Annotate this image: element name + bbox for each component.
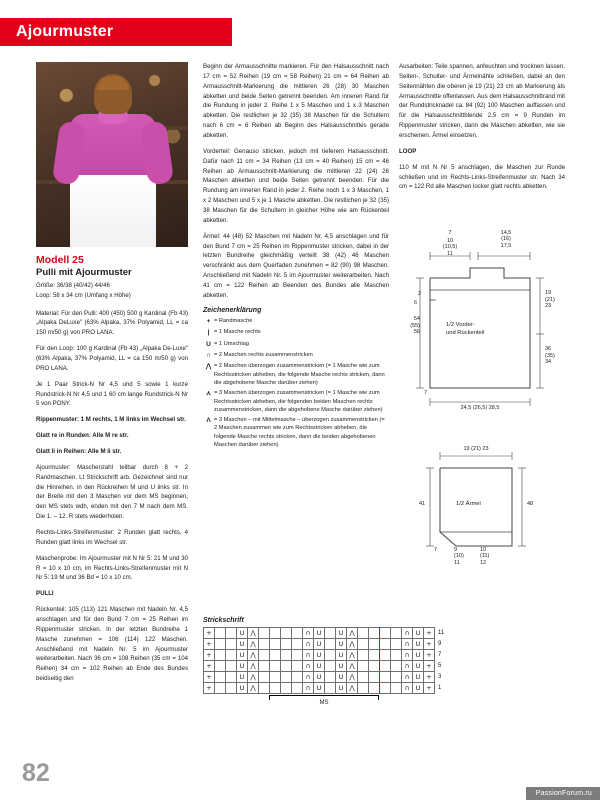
chart-cell	[369, 650, 380, 661]
chart-cell: +	[424, 639, 435, 650]
chart-cell: U	[336, 639, 347, 650]
legend-text: = 1 Masche rechts	[214, 329, 261, 336]
legend-symbol: ∩	[206, 352, 211, 360]
chart-cell	[325, 639, 336, 650]
chart-cell: U	[237, 683, 248, 694]
schematic-body-label-1: 1/2 Vorder-	[446, 322, 475, 328]
dim-total-a: 54	[413, 316, 420, 322]
chart-cell: ∩	[303, 628, 314, 639]
chart-cell	[281, 661, 292, 672]
chart-cell	[215, 639, 226, 650]
pattern-glatt-links-reihen: Glatt li in Reihen: Alle M li str.	[36, 447, 122, 455]
chart-grid	[203, 627, 448, 694]
chart-cell: ∩	[402, 628, 413, 639]
chart-cell: U	[413, 639, 424, 650]
chart-cell	[391, 639, 402, 650]
chart-cell	[369, 628, 380, 639]
chart-cell	[226, 628, 237, 639]
chart-cell: U	[314, 639, 325, 650]
pattern-ajourmuster: Ajourmuster: Maschenzahl teilbar durch 8 + 2 Randmaschen. Lt Strickschrift arb. Gezeichnet sind nur die Hinreihen, in den Rückreihen M und U links str. In der Breite mit den 3 Maschen vor dem MS beginnen, den MS stets wdh, enden mit den 7 M nach dem MS. Die 1. – 12. R stets wiederholen.	[36, 463, 188, 521]
chart-cell	[380, 628, 391, 639]
chart-cell	[259, 672, 270, 683]
legend-title: Zeichenerklärung	[203, 306, 262, 314]
chart-cell	[226, 639, 237, 650]
chart-cell	[215, 650, 226, 661]
chart-cell: U	[413, 628, 424, 639]
chart-cell: +	[204, 661, 215, 672]
chart-cell	[281, 672, 292, 683]
chart-cell: U	[314, 650, 325, 661]
dim-sleeve-cuff-c: 11	[454, 559, 460, 566]
instructions-vorderteil: Vorderteil: Genauso stricken, jedoch mit tieferem Halsausschnitt. Dafür nach 11 cm = 34 Reihen (13 cm = 40 Reihen) 15 cm = 46 Reihen ab Armausschnitt-Markierung die mittleren 22 (24) 26 Maschen abketten und beide Seiten getrennt beenden. Für die Rundung am inneren Rand in jeder 2. Reihe noch 1 x 3 Maschen, 1 x 2 Maschen und 5 x je 1 Masche abketten. Die restlichen je 32 (35) 38 Maschen für die Schultern in gleicher Höhe wie am Rückenteil abketten.	[203, 147, 389, 224]
chart-cell: +	[424, 650, 435, 661]
dim-armhole-a: 19	[545, 290, 552, 296]
chart-cell	[270, 650, 281, 661]
chart-cell: ⋀	[347, 683, 358, 694]
chart-cell	[358, 650, 369, 661]
page-title: Ajourmuster	[16, 23, 114, 40]
chart-row-number: 7	[438, 652, 442, 658]
dim-left-2: 2	[418, 291, 422, 297]
chart-cell: +	[204, 639, 215, 650]
dim-armhole-b: (21)	[545, 296, 555, 303]
chart-cell	[391, 672, 402, 683]
chart-row-number: 11	[438, 630, 445, 636]
chart-cell	[325, 661, 336, 672]
chart-cell: ∩	[402, 683, 413, 694]
section-pulli-heading: PULLI	[36, 590, 54, 598]
chart-cell	[226, 650, 237, 661]
chart-cell	[358, 672, 369, 683]
chart-cell: U	[336, 661, 347, 672]
chart-cell: U	[336, 672, 347, 683]
legend-symbol: |	[207, 329, 210, 337]
chart-cell: U	[237, 639, 248, 650]
needles-info: Je 1 Paar Strick-N Nr 4,5 und 5 sowie 1 kurze Rundstrick-N Nr 4,5 und 1 60 cm lange Rundstrick-N Nr 5 von PONY.	[36, 380, 188, 408]
legend-text: = 3 Maschen – mit Mittelmasche – überzogen zusammenstricken (= 2 Maschen zusammen wie zum Rechtsstricken abheben, die folgende Masche rechts stricken, dann die beiden abgehobenen Maschen darüber ziehen)	[214, 417, 385, 448]
chart-cell: ⋀	[347, 628, 358, 639]
chart-cell: ⋀	[248, 672, 259, 683]
legend-block	[203, 307, 389, 449]
chart-cell	[292, 683, 303, 694]
dim-sleeve-cuff-a-group	[454, 547, 464, 566]
dim-sleeve-cuff-b-group	[480, 547, 489, 566]
chart-cell: ∩	[402, 672, 413, 683]
chart-cell	[292, 628, 303, 639]
page-header-bar	[0, 18, 232, 46]
chart-cell: U	[413, 661, 424, 672]
chart-cell	[380, 672, 391, 683]
schematic-body-label	[446, 322, 484, 337]
chart-cell	[226, 672, 237, 683]
chart-row-number: 5	[438, 663, 442, 669]
dim-sleeve-cuff-b: (10)	[454, 553, 464, 560]
dim-lower-b: (35)	[545, 352, 555, 359]
chart-cell	[270, 683, 281, 694]
chart-cell: U	[336, 683, 347, 694]
chart-cell	[270, 628, 281, 639]
dim-sleeve-left: 41	[419, 501, 426, 507]
dim-bottom-width: 24,5 (26,5) 28,5	[460, 405, 500, 411]
footer-brand: PassionForum.ru	[526, 787, 600, 800]
schematic-body-diagram	[410, 230, 592, 418]
strickschrift-chart	[203, 617, 453, 706]
chart-cell	[292, 661, 303, 672]
column-left	[36, 62, 188, 690]
chart-cell: U	[237, 672, 248, 683]
legend-text: = Randmasche	[214, 317, 253, 324]
chart-cell	[325, 683, 336, 694]
chart-cell	[391, 650, 402, 661]
chart-cell	[369, 639, 380, 650]
chart-cell: U	[314, 628, 325, 639]
chart-cell	[358, 661, 369, 672]
legend-item	[203, 317, 389, 326]
chart-cell: +	[204, 672, 215, 683]
dim-neck-group	[478, 230, 534, 249]
legend-item	[203, 416, 389, 449]
legend-text: = 2 Maschen rechts zusammenstricken	[214, 352, 313, 359]
chart-cell	[391, 661, 402, 672]
chart-cell: +	[204, 628, 215, 639]
dim-total-b: (55)	[410, 322, 420, 329]
chart-cell: ⋀	[248, 628, 259, 639]
chart-cell: +	[204, 650, 215, 661]
chart-cell	[215, 628, 226, 639]
chart-cell: U	[336, 628, 347, 639]
column-middle	[203, 62, 389, 451]
pattern-rechts-links-streifen: Rechts-Links-Streifenmuster: 2 Runden glatt rechts, 4 Runden glatt links im Wechsel str.	[36, 528, 188, 546]
instructions-loop: 110 M mit N Nr 5 anschlagen, die Maschen zur Runde schließen und im Rechts-Links-Streifenmuster str. Nach 34 cm = 122 Rd alle Maschen locker glatt rechts abketten.	[399, 163, 565, 191]
chart-cell	[259, 683, 270, 694]
chart-cell	[292, 639, 303, 650]
chart-row	[204, 628, 448, 639]
chart-cell	[292, 650, 303, 661]
legend-item	[203, 389, 389, 414]
chart-cell: ∩	[402, 661, 413, 672]
column-right	[399, 62, 565, 198]
dim-neck-c: 17,5	[500, 242, 512, 249]
chart-row	[204, 639, 448, 650]
chart-cell: ∩	[303, 683, 314, 694]
chart-row-number: 9	[438, 641, 442, 647]
chart-row-number: 3	[438, 674, 442, 680]
chart-cell	[215, 672, 226, 683]
dim-sleeve-width-b: (11)	[480, 553, 490, 560]
instructions-ausarbeiten: Ausarbeiten: Teile spannen, anfeuchten und trocknen lassen. Seiten-, Schulter- und Ärmelnähte schließen, dabei an den Seitennähten die oberen je 19 (21) 23 cm ab Markierung als Armausschnitte offenlassen. Aus dem Halsausschnittrand mit der Rundstricknadel ca. 84 (92) 100 Maschen auffassen und für die Halsausschnittblende 2,5 cm = 9 Runden im Rippenmuster stricken, dann die Maschen abketten, wie sie erscheinen. Ärmel einsetzen.	[399, 63, 565, 140]
chart-cell	[358, 628, 369, 639]
chart-cell	[369, 661, 380, 672]
legend-text: = 1 Umschlag	[214, 340, 249, 347]
chart-cell: ⋀	[248, 639, 259, 650]
legend-symbol: +	[206, 317, 211, 325]
chart-row	[204, 661, 448, 672]
chart-cell: ⋀	[347, 661, 358, 672]
page-number: 82	[22, 759, 50, 787]
material-pullover: Material: Für den Pulli: 400 (450) 500 g Kardinal (Fb 43) „Alpaka DeLuxe" (63% Alpaka, 37% Polyamid, LL = ca 150 m/50 g) von PRO LANA.	[36, 309, 188, 337]
ms-label: MS	[319, 700, 329, 706]
chart-cell	[325, 672, 336, 683]
chart-cell	[325, 628, 336, 639]
dim-armhole-c: 23	[545, 303, 552, 310]
chart-cell: U	[413, 672, 424, 683]
legend-symbol: ⋏	[206, 390, 211, 398]
dim-shoulder-left-a: 7	[448, 230, 452, 236]
chart-cell: ∩	[303, 650, 314, 661]
dim-right-lower	[545, 346, 555, 366]
chart-cell	[259, 639, 270, 650]
chart-cell	[380, 683, 391, 694]
chart-cell	[259, 628, 270, 639]
chart-cell	[380, 650, 391, 661]
legend-text: = 2 Maschen überzogen zusammenstricken (= 1 Masche wie zum Rechtsstricken abheben, die folgende Masche rechts stricken, dann die abgehobene Masche darüber ziehen)	[214, 363, 385, 386]
chart-cell: +	[424, 661, 435, 672]
dim-lower-a: 36	[545, 346, 552, 352]
model-loop-size: Loop: 58 x 34 cm (Umfang x Höhe)	[36, 291, 131, 299]
dim-total-c: 56	[413, 329, 420, 336]
chart-row-number: 1	[438, 685, 442, 691]
dim-sleeve-top: 19 (21) 23	[463, 446, 489, 452]
chart-cell	[380, 661, 391, 672]
chart-cell	[270, 661, 281, 672]
chart-cell	[259, 650, 270, 661]
chart-cell: U	[413, 683, 424, 694]
chart-cell	[391, 628, 402, 639]
chart-cell: U	[413, 650, 424, 661]
dim-shoulder-left-d: 11	[447, 250, 453, 257]
instructions-rueckenteil: Rückenteil: 105 (113) 121 Maschen mit Nadeln Nr. 4,5 anschlagen und für den Bund 7 cm = 25 Reihen im Rippenmuster stricken. In der letzten Bundreihe 1 Masche zunehmen = 106 (114) 122 Maschen. Anschließend mit Nadeln Nr. 5 im Ajourmuster weiterarbeiten. Nach 36 cm = 108 Reihen (35 cm = 104 Reihen) 34 cm = 102 Reihen ab Ende des Bundes beidseitig den	[36, 606, 188, 683]
dim-right-upper	[545, 290, 555, 310]
chart-cell: ∩	[303, 672, 314, 683]
dim-hem-height: 7	[424, 390, 428, 396]
section-loop-heading: LOOP	[399, 147, 417, 155]
chart-cell	[325, 650, 336, 661]
legend-item	[203, 328, 389, 337]
dim-shoulder-left-b: 10	[446, 238, 454, 244]
chart-cell: U	[314, 683, 325, 694]
dim-shoulder-left-group	[422, 238, 478, 257]
chart-cell	[215, 661, 226, 672]
chart-cell	[226, 683, 237, 694]
chart-cell: ⋀	[347, 650, 358, 661]
legend-symbol: ⋀	[205, 363, 212, 371]
chart-cell	[281, 639, 292, 650]
chart-cell: +	[424, 628, 435, 639]
chart-row	[204, 672, 448, 683]
chart-cell: U	[237, 661, 248, 672]
model-number: Modell 25	[36, 254, 84, 266]
dim-lower-c: 34	[545, 359, 552, 366]
chart-cell: ⋀	[347, 639, 358, 650]
instructions-aermel: Ärmel: 44 (48) 52 Maschen mit Nadeln Nr. 4,5 anschlagen und für den Bund 7 cm = 25 Reihen im Rippenmuster stricken, dabei in der letzten Bundreihe gleichmäßig verteilt 38 (42) 46 Maschen verschränkt aus dem Querfaden zunehmen = 82 (90) 98 Maschen. Anschließend mit Nadeln Nr. 5 im Ajourmuster weiterarbeiten. Nach 41 cm = 122 Reihen ab Beenden des Bundes alle Maschen abketten.	[203, 232, 389, 299]
model-photo	[36, 62, 188, 247]
pattern-rippenmuster: Rippenmuster: 1 M rechts, 1 M links im Wechsel str.	[36, 416, 186, 424]
chart-cell: ∩	[402, 650, 413, 661]
chart-cell: +	[424, 672, 435, 683]
dim-neck-a: 14,5	[500, 230, 512, 236]
chart-cell: +	[204, 683, 215, 694]
dim-neck-b: (16)	[501, 236, 511, 243]
chart-cell: U	[314, 672, 325, 683]
chart-cell: ⋀	[347, 672, 358, 683]
chart-cell	[281, 650, 292, 661]
legend-item	[203, 340, 389, 349]
chart-cell	[292, 672, 303, 683]
chart-cell: ∩	[303, 639, 314, 650]
chart-cell	[281, 683, 292, 694]
chart-cell	[391, 683, 402, 694]
chart-cell: ⋀	[248, 683, 259, 694]
pattern-glatt-rechts-runden: Glatt re in Runden: Alle M re str.	[36, 432, 129, 440]
dim-shoulder-left-c: (10,5)	[442, 244, 458, 251]
chart-cell: ⋀	[248, 650, 259, 661]
chart-cell: ⋀	[248, 661, 259, 672]
instructions-rueckenteil-cont: Beginn der Armausschnitte markieren. Für den Halsausschnitt nach 17 cm = 52 Reihen (19 cm = 58 Reihen) 21 cm = 64 Reihen ab Armausschnitt-Markierung die mittleren 26 (28) 30 Maschen abketten und beide Seiten getrennt beenden. Am inneren Rand für die Rundung in jeder 2. Reihe 1 x 5 Maschen und 1 x 3 Maschen abketten. Die restlichen je 32 (35) 38 Maschen für die Schultern nach 6 cm = 6 Reihen ab Beginn des Halsausschnittes gerade abketten.	[203, 63, 389, 140]
legend-item	[203, 362, 389, 387]
schematic-sleeve-diagram	[420, 446, 570, 576]
legend-item	[203, 351, 389, 360]
chart-cell	[380, 639, 391, 650]
legend-symbol: Ʌ	[206, 417, 211, 425]
chart-cell: ∩	[303, 661, 314, 672]
model-name: Pulli mit Ajourmuster	[36, 267, 132, 278]
chart-cell: U	[336, 650, 347, 661]
chart-cell	[281, 628, 292, 639]
chart-row	[204, 650, 448, 661]
dim-sleeve-cuff-a: 9	[454, 547, 458, 553]
dim-total-height	[406, 316, 420, 336]
dim-sleeve-width-a: 10	[480, 547, 487, 553]
chart-cell	[270, 639, 281, 650]
gauge-maschenprobe: Maschenprobe: Im Ajourmuster mit N Nr 5: 21 M und 30 R = 10 x 10 cm, im Rechts-Links-Streifenmuster mit N Nr 5: 19 M und 36 Bd = 10 x 10 cm.	[36, 554, 188, 582]
chart-cell	[215, 683, 226, 694]
chart-cell	[358, 683, 369, 694]
model-sizes: Größe: 36/38 (40/42) 44/46	[36, 282, 110, 289]
chart-cell	[358, 639, 369, 650]
chart-cell	[226, 661, 237, 672]
chart-cell	[259, 661, 270, 672]
chart-cell	[270, 672, 281, 683]
chart-cell: U	[314, 661, 325, 672]
schematic-sleeve-label: 1/2 Ärmel	[456, 501, 481, 507]
chart-cell: U	[237, 650, 248, 661]
schematic-body-label-2: und Rückenteil	[446, 329, 485, 336]
legend-symbol: U	[206, 340, 211, 348]
chart-cell: ∩	[402, 639, 413, 650]
dim-left-6: 6	[414, 300, 418, 306]
legend-text: = 3 Maschen überzogen zusammenstricken (= 1 Masche wie zum Rechtsstricken abheben, die folgenden beiden Maschen rechts zusammenstricken, dann die abgehobene Masche darüber ziehen)	[214, 390, 383, 413]
chart-title: Strickschrift	[203, 617, 244, 624]
dim-sleeve-width-c: 12	[480, 559, 487, 566]
chart-cell	[369, 672, 380, 683]
dim-sleeve-cuff-height: 7	[434, 547, 438, 553]
chart-cell	[369, 683, 380, 694]
chart-cell: U	[237, 628, 248, 639]
chart-cell: +	[424, 683, 435, 694]
dim-sleeve-right: 48	[527, 501, 534, 507]
chart-row	[204, 683, 448, 694]
material-loop: Für den Loop: 100 g Kardinal (Fb 43) „Alpaka De-Luxe" (63% Alpaka, 37% Polyamid, LL = ca 150 m/50 g) von PRO LANA.	[36, 345, 188, 372]
